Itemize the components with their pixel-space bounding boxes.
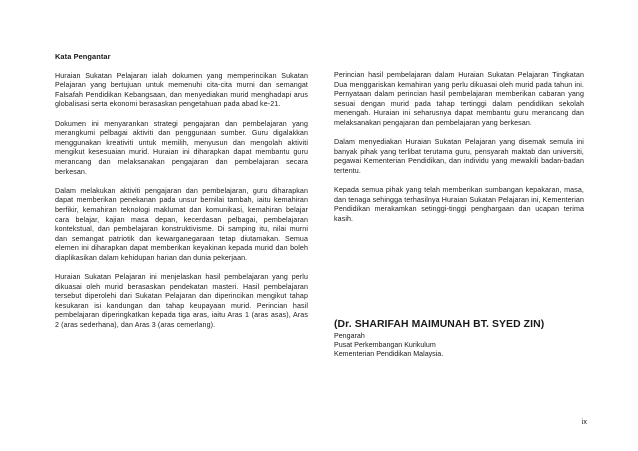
paragraph-strategy: Dokumen ini menyarankan strategi pengajaran dan pembelajaran yang merangkumi pelbagai aktiviti dan penggunaan sumber. Guru digalakkan menggunakan kreativiti untuk memilih, menyusun dan mengolah aktiviti mengikut kesesuaian murid. Huraian ini diharapkan dapat membantu guru merancang dan melaksanakan pengajaran dan pembelajaran secara berkesan.: [55, 119, 308, 176]
signatory-title: Pengarah: [334, 331, 365, 340]
section-heading: Kata Pengantar: [55, 52, 111, 61]
left-column: [55, 52, 308, 340]
signatory-ministry: Kementerian Pendidikan Malaysia.: [334, 350, 444, 359]
right-column: [334, 71, 584, 234]
signatory-name: (Dr. SHARIFAH MAIMUNAH BT. SYED ZIN): [334, 319, 545, 330]
signatory-department: Pusat Perkembangan Kurikulum: [334, 340, 436, 349]
paragraph-contributors: Dalam menyediakan Huraian Sukatan Pelajaran yang disemak semula ini banyak pihak yang terlibat terutama guru, pensyarah maktab dan universiti, pegawai Kementerian Pendidikan, dan individu yang mewakili badan-badan tertentu.: [334, 138, 584, 175]
paragraph-form-two: Perincian hasil pembelajaran dalam Huraian Sukatan Pelajaran Tingkatan Dua menggariskan kemahiran yang perlu dikuasai oleh murid pada tahun ini. Pernyataan dalam perincian hasil pembelajaran memberikan cabaran yang sesuai dengan murid pada tahap tertinggi dalam pendidikan sekolah menengah. Huraian ini seharusnya dapat membantu guru merancang dan melaksanakan pengajaran dan pembelajaran yang berkesan.: [334, 71, 584, 127]
signature-block: [334, 319, 594, 360]
paragraph-learning-outcomes: Huraian Sukatan Pelajaran ini menjelaskan hasil pembelajaran yang perlu dikuasai oleh murid berasaskan pendekatan masteri. Hasil pembelajaran tersebut diperolehi dari Sukatan Pelajaran dan diperincikan mengikut tahap kesukaran isi kandungan dan tahap keupayaan murid. Perincian hasil pembelajaran diperingkatkan kepada tiga aras, iaitu Aras 1 (aras asas), Aras 2 (aras sederhana), dan Aras 3 (aras cemerlang).: [55, 273, 308, 330]
paragraph-intro: Huraian Sukatan Pelajaran ialah dokumen yang memperincikan Sukatan Pelajaran yang bertujuan untuk memenuhi cita-cita murni dan semangat Falsafah Pendidikan Kebangsaan, dan menyediakan murid menghadapi arus globalisasi serta ekonomi berasaskan pengetahuan pada abad ke-21.: [55, 71, 308, 109]
paragraph-acknowledgement: Kepada semua pihak yang telah memberikan sumbangan kepakaran, masa, dan tenaga sehingga terhasilnya Huraian Sukatan Pelajaran ini, Kementerian Pendidikan merakamkan setinggi-tinggi penghargaan dan ucapan terima kasih.: [334, 186, 584, 223]
page-number: ix: [581, 417, 587, 426]
paragraph-added-value: Dalam melakukan aktiviti pengajaran dan pembelajaran, guru diharapkan dapat memberikan penekanan pada unsur bernilai tambah, iaitu kemahiran berfikir, kemahiran teknologi maklumat dan komunikasi, kemahiran belajar cara belajar, kajian masa depan, kecerdasan pelbagai, pembelajaran kontekstual, dan pembelajaran konstruktivisme. Di samping itu, nilai murni dan semangat patriotik dan kewarganegaraan tetap diutamakan. Semua elemen ini diharapkan dapat memberikan keyakinan kepada murid dan boleh diaplikasikan dalam kehidupan harian dan dunia pekerjaan.: [55, 186, 308, 262]
